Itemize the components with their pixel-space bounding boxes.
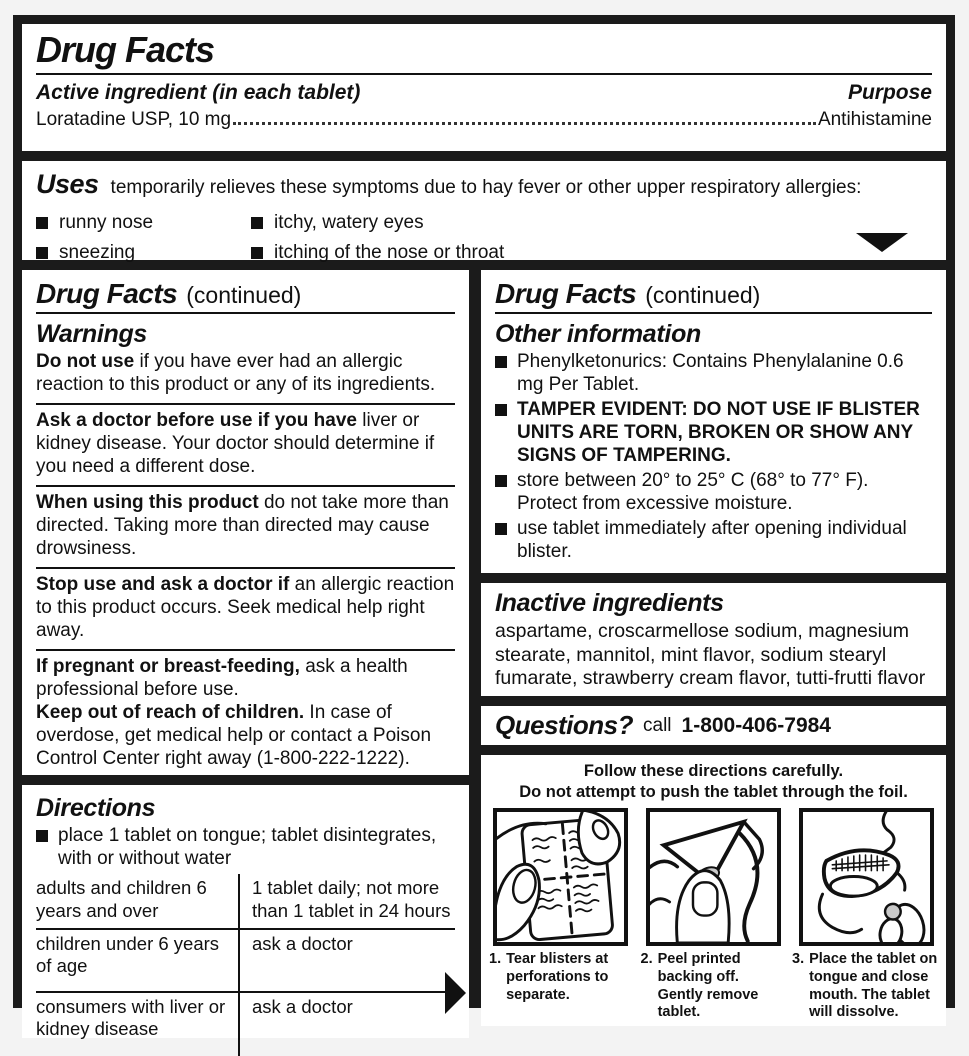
other-information-section <box>481 270 946 573</box>
dosage-value: 1 tablet daily; not more than 1 tablet in 24 hours <box>252 877 451 921</box>
continued-note: (continued) <box>645 282 761 308</box>
step-text: Peel printed backing off. Gently remove tablet. <box>657 951 759 1021</box>
square-bullet-icon <box>36 217 48 229</box>
foil-heading-line1: Follow these directions carefully. <box>583 762 844 780</box>
divider <box>36 312 455 314</box>
purpose-value: Antihistamine <box>817 109 932 131</box>
step-caption <box>489 951 635 1022</box>
inactive-ingredients-text: aspartame, croscarmellose sodium, magnesium stearate, mannitol, mint flavor, sodium stearyl fumarate, strawberry cream flavor, tutti-frutti flavor <box>495 620 926 690</box>
inactive-ingredients-title: Inactive ingredients <box>495 589 724 617</box>
step-number: 2. <box>640 951 653 968</box>
warning-text: do not take more than directed. Taking more than directed may cause drowsiness. <box>36 491 449 559</box>
warning-paragraph <box>36 351 455 397</box>
square-bullet-icon <box>495 475 507 487</box>
other-info-item <box>495 518 932 564</box>
step-caption <box>641 951 787 1022</box>
dosage-value: ask a doctor <box>252 932 353 954</box>
warning-lead: Do not use <box>36 351 135 372</box>
other-info-item <box>495 399 932 468</box>
warning-text: an allergic reaction to this product occurs. Seek medical help right away. <box>36 573 455 641</box>
step-number: 3. <box>792 951 805 968</box>
questions-phone: 1-800-406-7984 <box>681 713 831 737</box>
warning-lead: When using this product <box>36 491 259 513</box>
uses-intro: temporarily relieves these symptoms due to hay fever or other upper respiratory allergies: <box>110 177 862 198</box>
dosage-table <box>36 874 455 1056</box>
uses-section <box>22 161 946 263</box>
step-text: Place the tablet on tongue and close mouth. The tablet will dissolve. <box>809 951 938 1021</box>
foil-heading-line2: Do not attempt to push the tablet through the foil. <box>519 782 908 801</box>
dosage-group: adults and children 6 years and over <box>36 874 240 927</box>
peel-backing-illustration <box>646 808 781 946</box>
table-row <box>36 928 455 991</box>
warnings-section <box>22 270 469 775</box>
symptom-label: runny nose <box>59 212 154 233</box>
square-bullet-icon <box>251 217 263 229</box>
drug-facts-title: Drug Facts <box>36 29 215 70</box>
symptom-item <box>36 238 251 268</box>
warning-text: ask a health professional before use. <box>36 655 408 700</box>
warning-lead: Ask a doctor before use if you have <box>36 409 357 431</box>
warning-paragraph <box>36 702 455 771</box>
questions-call-label: call <box>643 714 672 736</box>
symptom-label: itching of the nose or throat <box>274 242 505 263</box>
symptom-item <box>36 208 251 238</box>
step-caption <box>792 951 938 1022</box>
other-info-item <box>495 470 932 516</box>
warnings-title: Warnings <box>36 320 148 348</box>
directions-title: Directions <box>36 793 156 822</box>
directions-section <box>22 785 469 1038</box>
other-info-text: use tablet immediately after opening individual blister. <box>517 517 907 562</box>
continued-note: (continued) <box>186 282 302 308</box>
divider <box>495 312 932 314</box>
dotted-leader <box>233 122 816 125</box>
dosage-group: children under 6 years of age <box>36 930 240 991</box>
divider <box>36 567 455 569</box>
divider <box>36 403 455 405</box>
square-bullet-icon <box>495 404 507 416</box>
symptom-label: sneezing <box>59 242 136 263</box>
other-info-text: Phenylketonurics: Contains Phenylalanine 0.6 mg Per Tablet. <box>517 351 904 395</box>
table-row <box>36 874 455 927</box>
warning-text: In case of overdose, get medical help or contact a Poison Control Center right away (1-800-222-1222). <box>36 701 432 769</box>
other-info-text: store between 20° to 25° C (68° to 77° F). Protect from excessive moisture. <box>517 469 869 514</box>
warning-text: if you have ever had an allergic reaction to this product or any of its ingredients. <box>36 351 436 395</box>
warning-text: liver or kidney disease. Your doctor should determine if you need a different dose. <box>36 409 435 477</box>
symptom-item <box>251 238 932 268</box>
other-info-item <box>495 351 932 397</box>
directions-bullet-text: place 1 tablet on tongue; tablet disintegrates, with or without water <box>58 824 437 869</box>
continued-title: Drug Facts <box>495 278 637 309</box>
header-section <box>22 24 946 151</box>
warning-paragraph <box>36 492 455 561</box>
divider <box>36 73 932 75</box>
continued-title: Drug Facts <box>36 278 178 309</box>
place-on-tongue-illustration <box>799 808 934 946</box>
warning-lead: Keep out of reach of children. <box>36 701 305 723</box>
continue-triangle-right-icon <box>445 972 466 1014</box>
square-bullet-icon <box>36 247 48 259</box>
continue-triangle-down-icon <box>856 233 908 252</box>
divider <box>36 649 455 651</box>
foil-instructions-section <box>481 755 946 1026</box>
uses-title: Uses <box>36 169 99 199</box>
warning-paragraph <box>36 574 455 643</box>
symptom-label: itchy, watery eyes <box>274 212 424 233</box>
inactive-ingredients-section <box>481 583 946 696</box>
drug-facts-label <box>13 15 955 1040</box>
questions-title: Questions? <box>495 710 634 740</box>
active-ingredient-heading: Active ingredient (in each tablet) <box>36 81 361 105</box>
step-number: 1. <box>489 951 502 968</box>
directions-bullet <box>36 825 455 871</box>
divider <box>36 485 455 487</box>
square-bullet-icon <box>251 247 263 259</box>
square-bullet-icon <box>495 356 507 368</box>
purpose-heading: Purpose <box>847 81 932 105</box>
other-information-title: Other information <box>495 320 702 348</box>
warning-paragraph <box>36 656 455 702</box>
square-bullet-icon <box>36 830 48 842</box>
warning-lead: If pregnant or breast-feeding, <box>36 655 300 677</box>
other-info-text: TAMPER EVIDENT: DO NOT USE IF BLISTER UNITS ARE TORN, BROKEN OR SHOW ANY SIGNS OF TAMPERING. <box>517 398 920 466</box>
questions-section <box>481 706 946 745</box>
step-text: Tear blisters at perforations to separate. <box>506 951 609 1003</box>
symptom-item <box>251 208 932 238</box>
warning-lead: Stop use and ask a doctor if <box>36 573 290 595</box>
active-ingredient-value: Loratadine USP, 10 mg <box>36 109 232 131</box>
tear-blisters-illustration <box>493 808 628 946</box>
square-bullet-icon <box>495 523 507 535</box>
dosage-value: ask a doctor <box>252 996 353 1018</box>
warning-paragraph <box>36 410 455 479</box>
dosage-group: consumers with liver or kidney disease <box>36 993 240 1056</box>
